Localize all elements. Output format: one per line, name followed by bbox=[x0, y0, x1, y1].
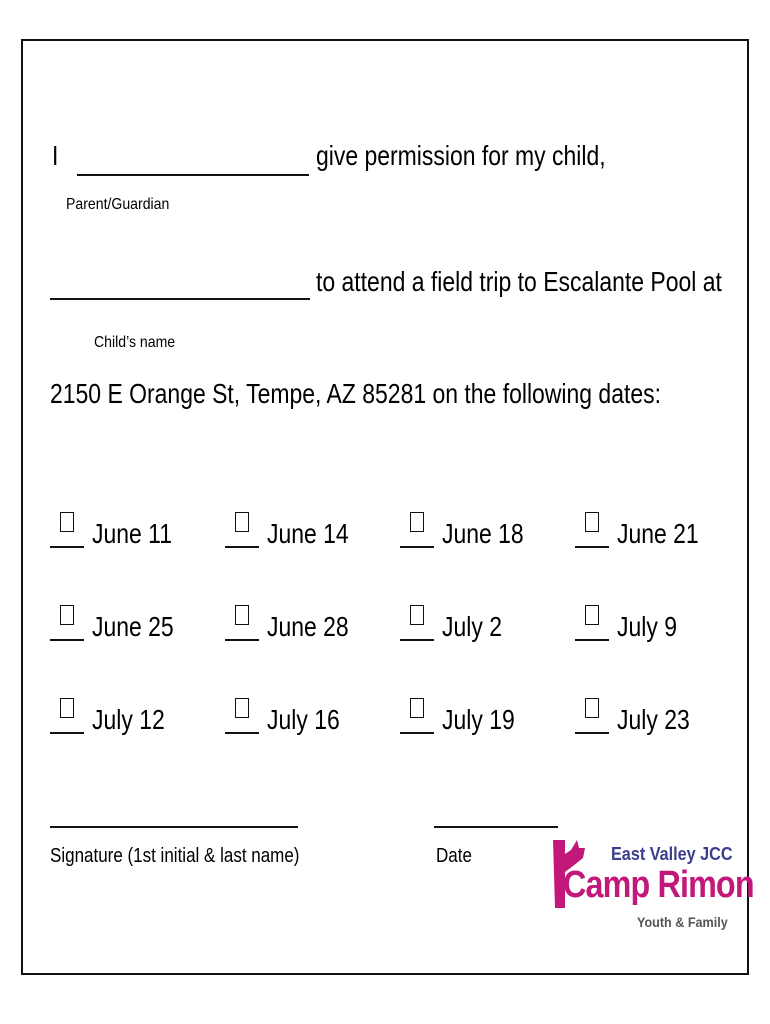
checkbox[interactable] bbox=[410, 605, 424, 625]
initial-blank[interactable] bbox=[50, 698, 84, 734]
checkbox[interactable] bbox=[410, 512, 424, 532]
date-option[interactable] bbox=[225, 698, 356, 734]
camp-rimon-logo bbox=[549, 836, 754, 940]
date-option[interactable] bbox=[50, 605, 192, 641]
date-option[interactable] bbox=[225, 605, 367, 641]
date-label: July 12 bbox=[92, 704, 165, 735]
parent-name-field[interactable] bbox=[77, 174, 309, 176]
date-label: July 2 bbox=[442, 611, 502, 642]
checkbox[interactable] bbox=[235, 512, 249, 532]
signature-label: Signature (1st initial & last name) bbox=[50, 845, 300, 867]
checkbox[interactable] bbox=[235, 605, 249, 625]
date-label: June 25 bbox=[92, 611, 174, 642]
date-option[interactable] bbox=[575, 605, 690, 641]
initial-blank[interactable] bbox=[575, 512, 609, 548]
initial-blank[interactable] bbox=[50, 605, 84, 641]
date-label: July 19 bbox=[442, 704, 515, 735]
initial-blank[interactable] bbox=[400, 698, 434, 734]
date-option[interactable] bbox=[50, 512, 190, 548]
initial-blank[interactable] bbox=[225, 605, 259, 641]
date-label: June 11 bbox=[92, 518, 173, 549]
date-label: July 16 bbox=[267, 704, 340, 735]
logo-youth-family: Youth & Family bbox=[637, 914, 728, 930]
logo-camp-rimon: Camp Rimon bbox=[563, 864, 754, 906]
attend-text: to attend a field trip to Escalante Pool at bbox=[316, 266, 722, 297]
checkbox[interactable] bbox=[585, 698, 599, 718]
checkbox[interactable] bbox=[585, 512, 599, 532]
date-label: July 23 bbox=[617, 704, 690, 735]
checkbox[interactable] bbox=[60, 698, 74, 718]
parent-guardian-label: Parent/Guardian bbox=[66, 196, 170, 213]
date-option[interactable] bbox=[400, 698, 531, 734]
signature-field[interactable] bbox=[50, 826, 298, 828]
initial-blank[interactable] bbox=[225, 512, 259, 548]
initial-blank[interactable] bbox=[575, 698, 609, 734]
initial-blank[interactable] bbox=[50, 512, 84, 548]
date-label: June 18 bbox=[442, 518, 524, 549]
form-border bbox=[21, 39, 749, 975]
date-label: June 28 bbox=[267, 611, 349, 642]
initial-blank[interactable] bbox=[400, 605, 434, 641]
child-name-label: Child’s name bbox=[94, 334, 176, 351]
logo-east-valley-jcc: East Valley JCC bbox=[611, 844, 733, 864]
checkbox[interactable] bbox=[60, 605, 74, 625]
date-option[interactable] bbox=[225, 512, 367, 548]
date-label: Date bbox=[436, 845, 472, 867]
intro-suffix: give permission for my child, bbox=[316, 140, 606, 171]
date-option[interactable] bbox=[575, 698, 706, 734]
date-option[interactable] bbox=[400, 605, 515, 641]
initial-blank[interactable] bbox=[575, 605, 609, 641]
date-option[interactable] bbox=[50, 698, 181, 734]
initial-blank[interactable] bbox=[225, 698, 259, 734]
date-label: June 21 bbox=[617, 518, 699, 549]
date-label: July 9 bbox=[617, 611, 677, 642]
checkbox[interactable] bbox=[585, 605, 599, 625]
date-option[interactable] bbox=[575, 512, 717, 548]
checkbox[interactable] bbox=[60, 512, 74, 532]
date-option[interactable] bbox=[400, 512, 542, 548]
date-field[interactable] bbox=[434, 826, 558, 828]
date-label: June 14 bbox=[267, 518, 349, 549]
address-line: 2150 E Orange St, Tempe, AZ 85281 on the following dates: bbox=[50, 378, 661, 409]
checkbox[interactable] bbox=[235, 698, 249, 718]
child-name-field[interactable] bbox=[50, 298, 310, 300]
initial-blank[interactable] bbox=[400, 512, 434, 548]
intro-prefix: I bbox=[52, 140, 59, 171]
checkbox[interactable] bbox=[410, 698, 424, 718]
